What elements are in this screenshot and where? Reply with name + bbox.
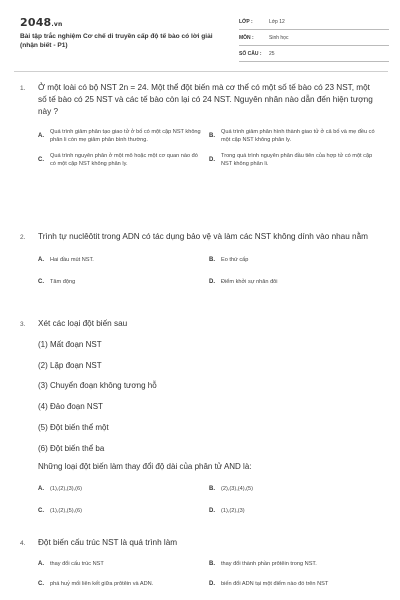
option-b[interactable] [209,556,376,572]
option-b[interactable] [209,124,376,148]
answer-options [20,556,376,592]
option-text: thay đổi cấu trúc NST [50,561,104,567]
option-letter: C. [38,508,44,515]
option-text: Trong quá trình nguyên phân đầu tiên của hợp tử có một cặp NST không phân li. [221,153,373,167]
statement-item: (2) Lặp đoạn NST [38,360,102,370]
question-number: 4. [20,540,26,547]
statement-item: (5) Đột biến thể một [38,422,109,432]
option-text: Eo thứ cấp [221,257,249,263]
option-text: Quá trình giảm phân hình thành giao tử ở cả bố và mẹ đều có một cặp NST không phân ly. [221,129,375,143]
logo-tld: .vn [51,21,63,28]
statement-item: (1) Mất đoạn NST [38,340,102,349]
answer-options [20,124,376,172]
option-text: Quá trình giảm phân tạo giao tử ở bố có một cặp NST không phân li còn mẹ giảm phân bình thường. [50,129,201,143]
option-a[interactable] [38,556,205,572]
option-text: Hai đầu mút NST. [50,257,94,263]
meta-value: 25 [269,50,275,57]
option-letter: C. [38,581,44,587]
answer-options [20,252,376,290]
document-header [14,0,388,72]
meta-key: MÔN : [239,34,254,41]
statement-item: (3) Chuyển đoạn không tương hỗ [38,381,157,391]
option-d[interactable] [209,274,376,290]
option-text: (1),(2),(3) [221,508,245,515]
option-letter: C. [38,279,44,285]
option-d[interactable] [209,576,376,592]
option-a[interactable] [38,124,205,148]
option-c[interactable] [38,274,205,290]
statement-list [20,335,376,459]
question-number: 2. [20,234,26,241]
document-meta [239,14,389,62]
meta-value: Sinh học [269,34,289,41]
option-letter: B. [209,561,215,567]
meta-key: SỐ CÂU : [239,50,262,57]
option-c[interactable] [38,503,205,519]
question-text: Trình tự nuclêôtit trong ADN có tác dụng bảo vệ và làm các NST không dính vào nhau nằm [38,232,368,241]
question-3 [20,318,376,519]
option-text: (2),(3),(4),(5) [221,486,254,493]
option-text: phá huỷ mối liên kết giữa prôtêin và ADN. [50,581,154,587]
option-letter: B. [209,486,215,493]
meta-key: LỚP : [239,18,253,25]
option-c[interactable] [38,576,205,592]
option-letter: C. [38,157,44,163]
option-b[interactable] [209,481,376,497]
answer-options [20,481,376,519]
meta-row-class [239,14,389,30]
question-text: Đột biến cấu trúc NST là quá trình làm [38,538,178,547]
question-text: Xét các loại đột biến sau [38,319,128,328]
option-letter: D. [209,279,215,285]
option-letter: D. [209,508,215,515]
option-letter: D. [209,157,215,163]
option-text: Quá trình nguyên phân ở một mô hoặc một cơ quan nào đó có một cặp NST không phân ly. [50,153,198,167]
option-letter: B. [209,257,215,263]
option-c[interactable] [38,148,205,172]
question-1 [20,82,376,172]
option-text: (1),(2),(5),(6) [50,508,83,515]
option-text: biến đổi ADN tại một điểm nào đó trên NST [221,581,329,587]
option-letter: A. [38,561,44,567]
question-4 [20,537,376,592]
question-number: 3. [20,321,26,328]
option-letter: A. [38,133,44,139]
statement-item: (4) Đảo đoạn NST [38,402,103,412]
question-number: 1. [20,85,26,92]
option-text: Tâm động [50,279,76,285]
meta-row-subject [239,30,389,46]
option-a[interactable] [38,252,205,268]
document-title: Bài tập trắc nghiệm Cơ chế di truyền cấp độ tế bào có lời giải (nhận biết - P1) [20,33,213,49]
option-d[interactable] [209,503,376,519]
option-letter: B. [209,133,215,139]
meta-value: Lớp 12 [269,18,285,25]
option-text: thay đổi thành phần prôtêin trong NST. [221,561,317,567]
option-a[interactable] [38,481,205,497]
option-d[interactable] [209,148,376,172]
question-text: Ở một loài có bộ NST 2n = 24. Một thể đột biến mà cơ thể có một số tế bào có 23 NST, một số tế bào có 25 NST và các tế bào còn lại có 24 NST. Nguyên nhân nào dẫn đến hiện tượng này ? [38,83,373,116]
option-text: (1),(2),(3),(6) [50,486,83,493]
question-2 [20,231,376,290]
option-letter: A. [38,257,44,263]
meta-row-count [239,46,389,62]
option-letter: D. [209,581,215,587]
option-text: Điểm khởi sự nhân đôi [221,279,278,285]
site-logo[interactable] [20,16,62,29]
question-lead: Những loại đột biến làm thay đổi độ dài của phân tử AND là: [38,462,252,472]
option-letter: A. [38,486,44,493]
option-b[interactable] [209,252,376,268]
statement-item: (6) Đột biến thể ba [38,443,105,453]
logo-main: 2048 [20,16,52,29]
